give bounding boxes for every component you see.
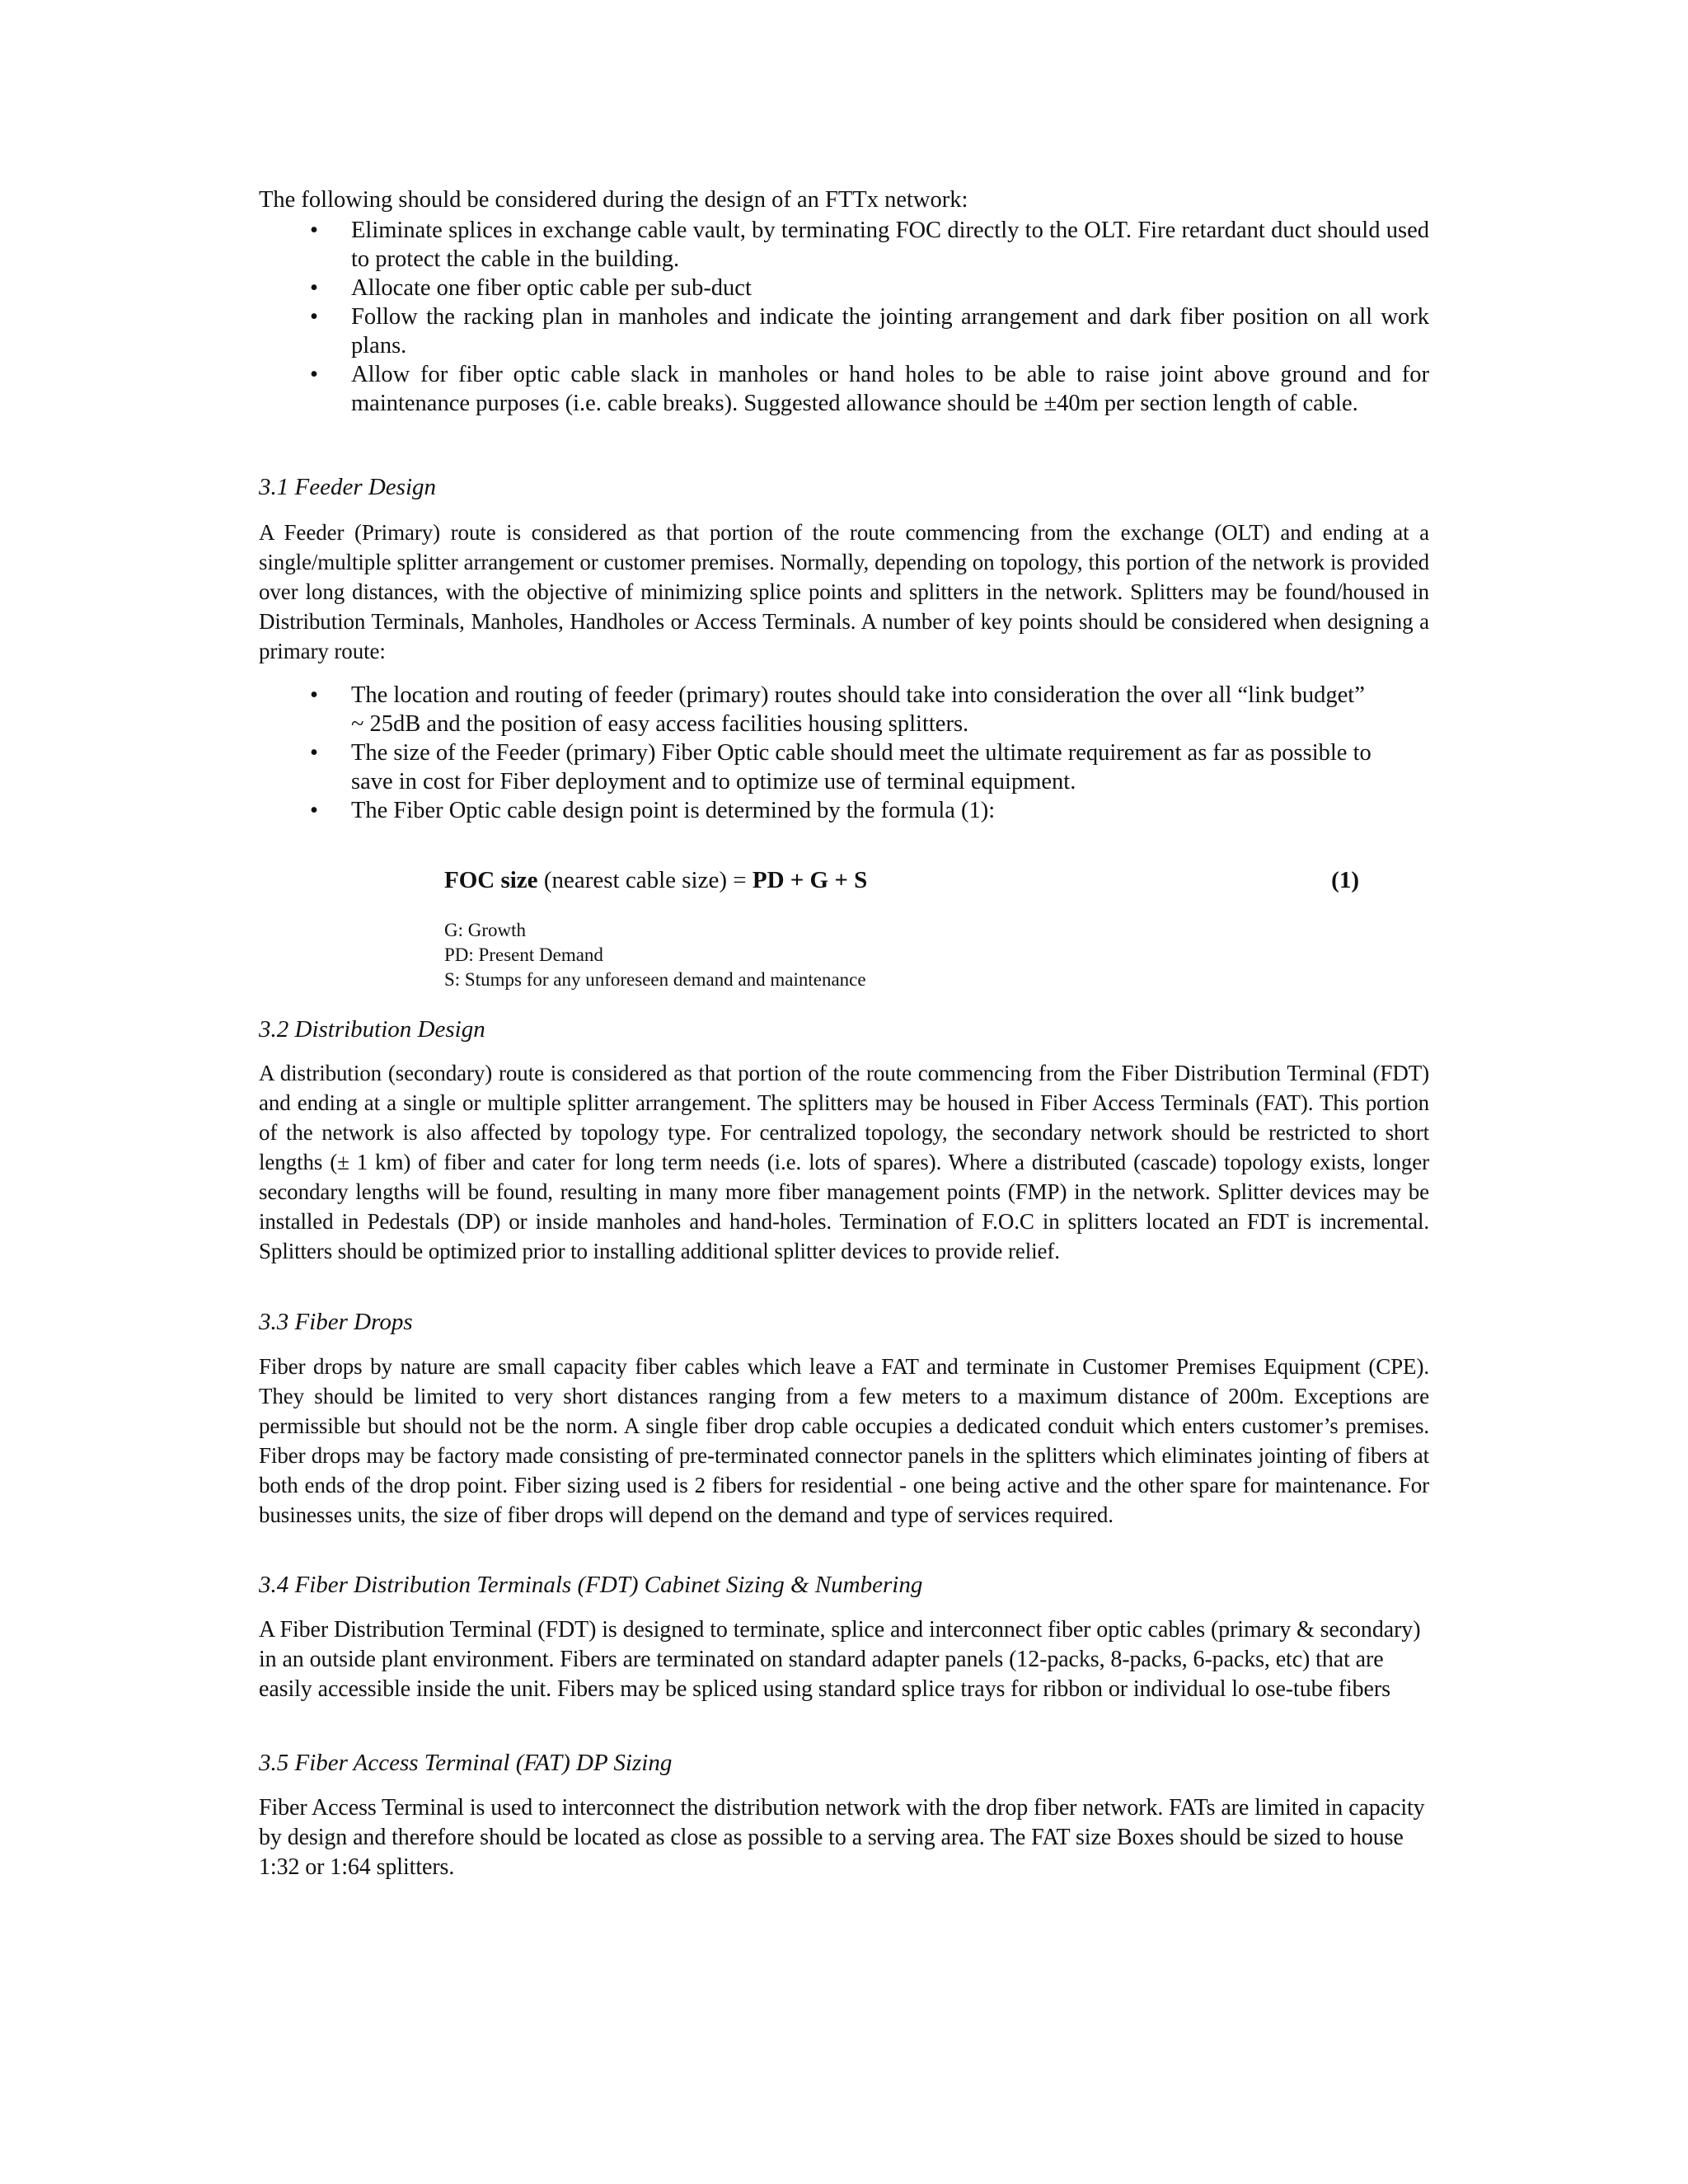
bullet-icon: • [310, 740, 318, 766]
paragraph-feeder-design: A Feeder (Primary) route is considered as that portion of the route commencing from the exchange (OLT) and ending at a single/multiple splitter arrangement or customer premises. Normally, depending on topology, this portion of the network is provided over long distances, with the objective of minimizing splice points and splitters in the network. Splitters may be found/housed in Distribution Terminals, Manholes, Handholes or Access Terminals. A number of key points should be considered when designing a primary route: [259, 520, 1429, 663]
bullet-icon: • [310, 218, 318, 243]
considerations-list [259, 216, 1429, 418]
formula-legend [444, 918, 866, 992]
bullet-icon: • [310, 798, 318, 823]
formula-lhs-bold: FOC size [444, 867, 538, 893]
equation-number: (1) [1331, 867, 1359, 893]
section-heading-fdt-cabinet: 3.4 Fiber Distribution Terminals (FDT) Cabinet Sizing & Numbering [259, 1572, 923, 1598]
list-item: • The Fiber Optic cable design point is determined by the formula (1): [310, 798, 996, 823]
bullet-icon: • [310, 275, 318, 301]
formula-rhs: PD + G + S [752, 867, 868, 893]
bullet-icon: • [310, 682, 318, 708]
list-item: • Follow the racking plan in manholes and indicate the jointing arrangement and dark fiber position on all work plans. [310, 304, 1429, 359]
list-item: • The location and routing of feeder (primary) routes should take into consideration the over all “link budget” ~ 25dB and the position of easy access facilities housing splitters. [310, 682, 1365, 737]
list-item: • Allow for fiber optic cable slack in manholes or hand holes to be able to raise joint above ground and for maintenance purposes (i.e. cable breaks). Suggested allowance should be ±40m per section length of cable. [310, 362, 1429, 416]
paragraph-fiber-drops: Fiber drops by nature are small capacity fiber cables which leave a FAT and terminate in Customer Premises Equipment (CPE). They should be limited to very short distances ranging from a few meters to a maximum distance of 200m. Exceptions are permissible but should not be the norm. A single fiber drop cable occupies a dedicated conduit which enters customer’s premises. Fiber drops may be factory made consisting of pre-terminated connector panels in the splitters which eliminates jointing of fibers at both ends of the drop point. Fiber sizing used is 2 fibers for residential - one being active and the other spare for maintenance. For businesses units, the size of fiber drops will depend on the demand and type of services required. [259, 1354, 1429, 1527]
feeder-points-list [259, 681, 1372, 825]
paragraph-distribution-design: A distribution (secondary) route is considered as that portion of the route commencing from the Fiber Distribution Terminal (FDT) and ending at a single or multiple splitter arrangement. The splitters may be housed in Fiber Access Terminals (FAT). This portion of the network is also affected by topology type. For centralized topology, the secondary network should be restricted to short lengths (± 1 km) of fiber and cater for long term needs (i.e. lots of spares). Where a distributed (cascade) topology exists, longer secondary lengths will be found, resulting in many more fiber management points (FMP) in the network. Splitter devices may be installed in Pedestals (DP) or inside manholes and hand-holes. Termination of F.O.C in splitters located an FDT is incremental. Splitters should be optimized prior to installing additional splitter devices to provide relief. [259, 1061, 1429, 1263]
section-heading-distribution-design: 3.2 Distribution Design [259, 1016, 485, 1043]
intro-line: The following should be considered during the design of an FTTx network: [259, 187, 968, 213]
paragraph-fdt-cabinet: A Fiber Distribution Terminal (FDT) is designed to terminate, splice and interconnect fiber optic cables (primary & secondary) in an outside plant environment. Fibers are terminated on standard adapter panels (12-packs, 8-packs, 6-packs, etc) that are easily accessible inside the unit. Fibers may be spliced using standard splice trays for ribbon or individual lo ose-tube fibers [259, 1617, 1421, 1702]
legend-item: PD: Present Demand [444, 944, 603, 965]
list-item: • The size of the Feeder (primary) Fiber Optic cable should meet the ultimate requirement as far as possible to save in cost for Fiber deployment and to optimize use of terminal equipment. [310, 740, 1372, 794]
formula-lhs-rest: (nearest cable size) = [537, 867, 753, 893]
section-heading-feeder-design: 3.1 Feeder Design [259, 474, 437, 500]
list-item: • Eliminate splices in exchange cable vault, by terminating FOC directly to the OLT. Fire retardant duct should used to protect the cable in the building. [310, 218, 1429, 272]
bullet-icon: • [310, 362, 318, 387]
list-item: • Allocate one fiber optic cable per sub-duct [310, 275, 752, 301]
legend-item: G: Growth [444, 920, 527, 940]
section-heading-fiber-drops: 3.3 Fiber Drops [259, 1309, 413, 1335]
paragraph-fat-sizing: Fiber Access Terminal is used to interconnect the distribution network with the drop fiber network. FATs are limited in capacity by design and therefore should be located as close as possible to a serving area. The FAT size Boxes should be sized to house 1:32 or 1:64 splitters. [259, 1795, 1425, 1880]
formula-foc-size [444, 865, 1359, 895]
bullet-icon: • [310, 304, 318, 330]
legend-item: S: Stumps for any unforeseen demand and maintenance [444, 969, 866, 990]
section-heading-fat-sizing: 3.5 Fiber Access Terminal (FAT) DP Sizing [259, 1750, 673, 1776]
